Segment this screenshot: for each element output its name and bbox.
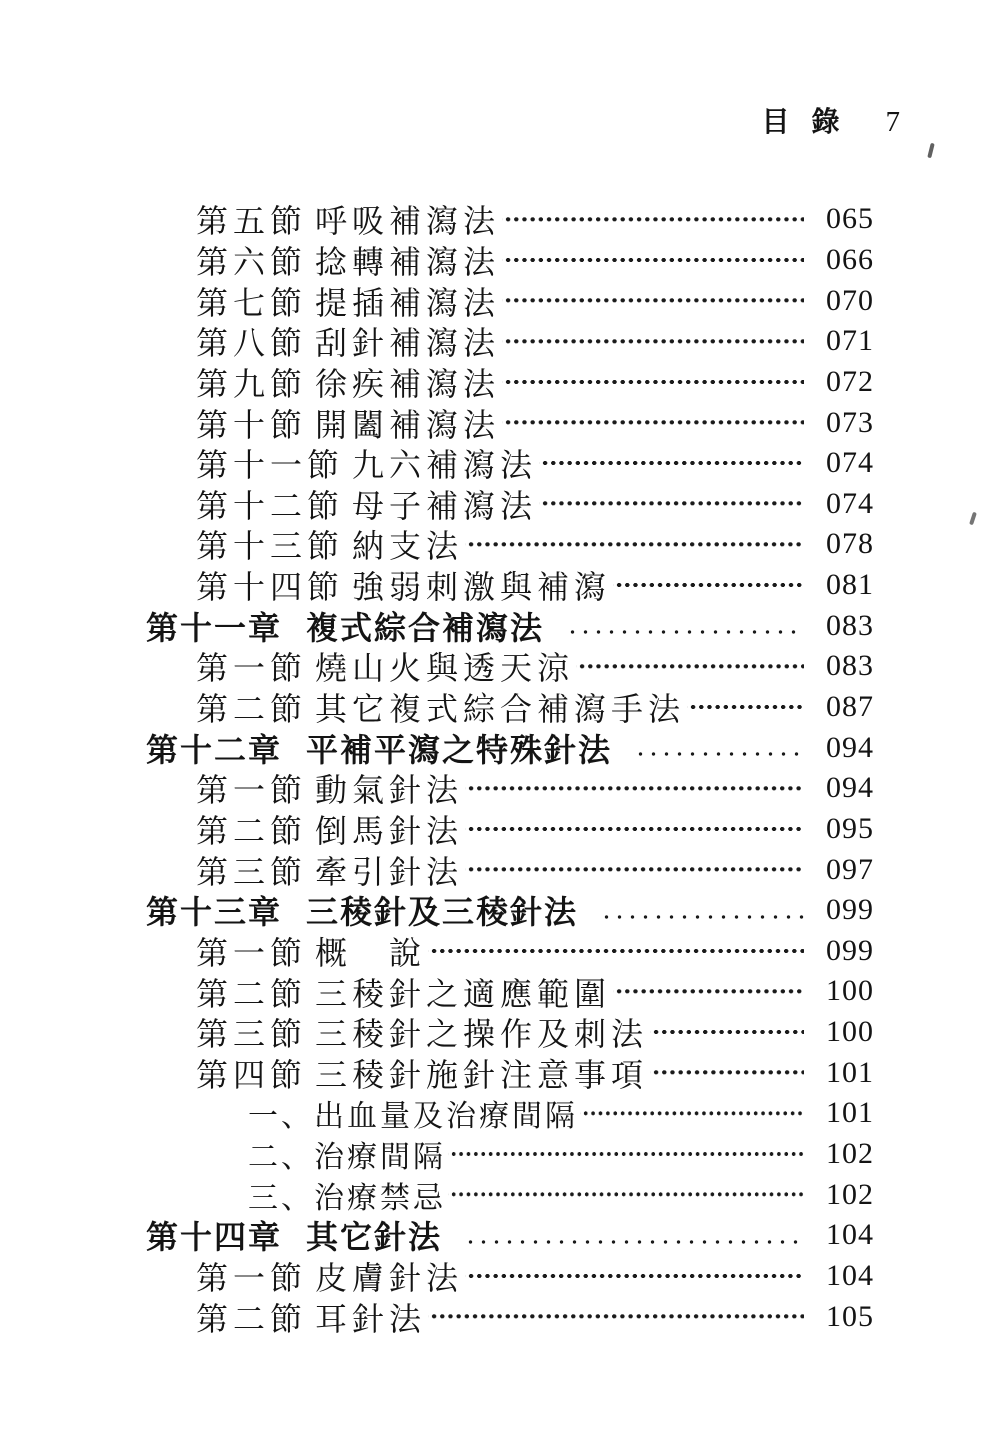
toc-entry bbox=[146, 931, 874, 972]
toc-entry bbox=[146, 1012, 874, 1053]
toc-entry-page-number: 104 bbox=[826, 1258, 874, 1292]
toc-entry-title: 三稜針之適應範圍 bbox=[315, 975, 612, 1012]
toc-entry bbox=[146, 687, 874, 728]
toc-entry bbox=[146, 483, 874, 524]
toc-entry-page-number: 072 bbox=[826, 364, 874, 398]
toc-entry-page-number: 100 bbox=[826, 974, 874, 1008]
toc-entry bbox=[146, 1093, 874, 1134]
dot-leader bbox=[632, 747, 804, 761]
toc-entry-label: 第七節 bbox=[196, 284, 308, 321]
toc-entry bbox=[146, 809, 874, 850]
running-head bbox=[0, 0, 1000, 139]
toc-entry bbox=[146, 1174, 874, 1215]
toc-entry-label: 第十二節 bbox=[196, 487, 345, 524]
toc-entry-page-number: 095 bbox=[826, 811, 874, 845]
toc-entry-title: 複式綜合補瀉法 bbox=[306, 609, 545, 646]
toc-entry-page-number: 078 bbox=[826, 527, 874, 561]
toc-entry-page-number: 074 bbox=[826, 446, 874, 480]
toc-entry-title: 平補平瀉之特殊針法 bbox=[306, 731, 613, 768]
toc-entry-label: 第十一章 bbox=[146, 609, 283, 646]
dot-leader bbox=[687, 687, 804, 728]
toc-entry bbox=[146, 727, 874, 768]
toc-entry-label: 第十三節 bbox=[196, 528, 345, 565]
toc-entry-page-number: 073 bbox=[826, 405, 874, 439]
toc-entry-title: 治療間隔 bbox=[314, 1141, 446, 1175]
toc-entry-label: 第一節 bbox=[196, 1259, 308, 1296]
toc-entry-label: 三、 bbox=[248, 1181, 314, 1215]
dot-leader bbox=[539, 443, 804, 484]
toc-entry bbox=[146, 565, 874, 606]
dot-leader bbox=[428, 931, 804, 972]
toc-entry-label: 第六節 bbox=[196, 243, 308, 280]
toc-entry-label: 第十二章 bbox=[146, 731, 283, 768]
toc-entry-page-number: 099 bbox=[826, 893, 874, 927]
toc-entry-page-number: 102 bbox=[826, 1137, 874, 1171]
toc-entry-label: 第三節 bbox=[196, 853, 308, 890]
dot-leader bbox=[580, 1093, 804, 1134]
toc-entry bbox=[146, 768, 874, 809]
dot-leader bbox=[564, 625, 804, 639]
toc-list bbox=[146, 199, 874, 1337]
dot-leader bbox=[539, 483, 804, 524]
toc-entry bbox=[146, 240, 874, 281]
dot-leader bbox=[502, 280, 804, 321]
toc-entry-label: 第二節 bbox=[196, 1300, 308, 1337]
toc-entry bbox=[146, 1134, 874, 1175]
toc-entry-title: 母子補瀉法 bbox=[352, 487, 538, 524]
toc-entry-label: 第一節 bbox=[196, 650, 308, 687]
toc-entry-label: 第十四節 bbox=[196, 569, 345, 606]
dot-leader bbox=[613, 565, 804, 606]
toc-entry bbox=[146, 1256, 874, 1297]
dot-leader bbox=[465, 809, 804, 850]
toc-entry bbox=[146, 1052, 874, 1093]
toc-entry-title: 燒山火與透天涼 bbox=[315, 650, 575, 687]
toc-entry-page-number: 102 bbox=[826, 1177, 874, 1211]
toc-entry-title: 其它複式綜合補瀉手法 bbox=[315, 691, 686, 728]
toc-entry-title: 九六補瀉法 bbox=[352, 447, 538, 484]
toc-entry-title: 治療禁忌 bbox=[314, 1181, 446, 1215]
toc-entry-label: 第五節 bbox=[196, 203, 308, 240]
toc-entry bbox=[146, 402, 874, 443]
toc-entry-page-number: 087 bbox=[826, 690, 874, 723]
toc-entry-page-number: 100 bbox=[826, 1015, 874, 1049]
toc-entry-title: 三稜針施針注意事項 bbox=[315, 1056, 649, 1093]
scan-artifact bbox=[927, 143, 935, 159]
toc-entry-page-number: 074 bbox=[826, 486, 874, 520]
toc-entry-title: 刮針補瀉法 bbox=[315, 325, 501, 362]
toc-entry-label: 第二節 bbox=[196, 691, 308, 728]
dot-leader bbox=[502, 402, 804, 443]
toc-entry bbox=[146, 321, 874, 362]
toc-entry-page-number: 066 bbox=[826, 242, 874, 276]
toc-entry bbox=[146, 199, 874, 240]
dot-leader bbox=[465, 524, 804, 565]
toc-entry-page-number: 083 bbox=[826, 649, 874, 683]
dot-leader bbox=[502, 362, 804, 403]
toc-entry-label: 第十四章 bbox=[146, 1219, 283, 1256]
toc-entry bbox=[146, 1215, 874, 1256]
dot-leader bbox=[465, 768, 804, 809]
toc-entry-page-number: 105 bbox=[826, 1299, 874, 1333]
scan-artifact bbox=[969, 512, 977, 526]
toc-entry-label: 第三節 bbox=[196, 1016, 308, 1053]
dot-leader bbox=[650, 1012, 804, 1053]
dot-leader bbox=[448, 1134, 804, 1175]
dot-leader bbox=[502, 321, 804, 362]
dot-leader bbox=[598, 910, 804, 924]
toc-entry-label: 第一節 bbox=[196, 772, 308, 809]
toc-entry bbox=[146, 890, 874, 931]
dot-leader bbox=[576, 646, 804, 687]
toc-entry-page-number: 101 bbox=[826, 1055, 874, 1089]
toc-entry-label: 第九節 bbox=[196, 365, 308, 402]
toc-entry-title: 三稜針之操作及刺法 bbox=[315, 1016, 649, 1053]
toc-entry-title: 牽引針法 bbox=[315, 853, 464, 890]
toc-entry-label: 第二節 bbox=[196, 975, 308, 1012]
toc-entry-page-number: 081 bbox=[826, 568, 874, 602]
toc-entry-title: 強弱刺激與補瀉 bbox=[352, 569, 612, 606]
toc-entry-title: 三稜針及三稜針法 bbox=[306, 894, 579, 931]
toc-entry-label: 第十一節 bbox=[196, 447, 345, 484]
toc-entry-page-number: 083 bbox=[826, 608, 874, 642]
dot-leader bbox=[462, 1235, 804, 1249]
toc-entry-label: 第十三章 bbox=[146, 894, 283, 931]
toc-entry-label: 第八節 bbox=[196, 325, 308, 362]
toc-entry-page-number: 101 bbox=[826, 1096, 874, 1130]
toc-entry-title: 動氣針法 bbox=[315, 772, 464, 809]
toc-entry-title: 其它針法 bbox=[306, 1219, 443, 1256]
running-head-title: 目錄 bbox=[761, 107, 862, 138]
dot-leader bbox=[465, 849, 804, 890]
toc-entry bbox=[146, 1296, 874, 1337]
toc-entry-label: 一、 bbox=[248, 1100, 314, 1134]
toc-entry-title: 納支法 bbox=[352, 528, 464, 565]
toc-entry bbox=[146, 971, 874, 1012]
toc-entry bbox=[146, 524, 874, 565]
toc-entry-title: 概 說 bbox=[315, 934, 427, 971]
toc-entry bbox=[146, 362, 874, 403]
toc-entry bbox=[146, 646, 874, 687]
toc-entry bbox=[146, 605, 874, 646]
toc-entry bbox=[146, 280, 874, 321]
toc-entry-title: 呼吸補瀉法 bbox=[315, 203, 501, 240]
toc-entry-page-number: 104 bbox=[826, 1218, 874, 1252]
toc-entry-title: 倒馬針法 bbox=[315, 812, 464, 849]
dot-leader bbox=[465, 1256, 804, 1297]
dot-leader bbox=[650, 1052, 804, 1093]
dot-leader bbox=[428, 1296, 804, 1337]
toc-entry-label: 第二節 bbox=[196, 812, 308, 849]
toc-entry-title: 捻轉補瀉法 bbox=[315, 243, 501, 280]
toc-entry-title: 開闔補瀉法 bbox=[315, 406, 501, 443]
toc-entry-page-number: 094 bbox=[826, 771, 874, 805]
toc-entry-label: 二、 bbox=[248, 1141, 314, 1175]
dot-leader bbox=[613, 971, 804, 1012]
toc-entry-page-number: 099 bbox=[826, 933, 874, 967]
toc-entry bbox=[146, 849, 874, 890]
toc-entry-page-number: 094 bbox=[826, 730, 874, 764]
toc-entry-page-number: 065 bbox=[826, 202, 874, 236]
toc-entry-title: 耳針法 bbox=[315, 1300, 427, 1337]
toc-entry-page-number: 071 bbox=[826, 324, 874, 358]
toc-entry-title: 徐疾補瀉法 bbox=[315, 365, 501, 402]
toc-entry-title: 提插補瀉法 bbox=[315, 284, 501, 321]
dot-leader bbox=[502, 199, 804, 240]
dot-leader bbox=[448, 1174, 804, 1215]
toc-entry-page-number: 097 bbox=[826, 852, 874, 886]
toc-entry-label: 第一節 bbox=[196, 934, 308, 971]
toc-entry-label: 第四節 bbox=[196, 1056, 308, 1093]
toc-entry bbox=[146, 443, 874, 484]
toc-entry-title: 出血量及治療間隔 bbox=[314, 1100, 578, 1134]
toc-entry-label: 第十節 bbox=[196, 406, 308, 443]
toc-entry-title: 皮膚針法 bbox=[315, 1259, 464, 1296]
dot-leader bbox=[502, 240, 804, 281]
running-head-page-number: 7 bbox=[885, 106, 900, 138]
toc-entry-page-number: 070 bbox=[826, 283, 874, 317]
